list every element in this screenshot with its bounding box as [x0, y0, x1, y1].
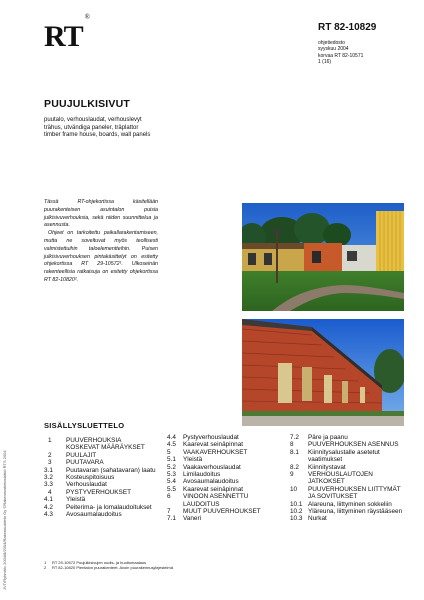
intro-paragraph: Tässä RT-ohjekortissa käsitellään puurakenteisen asuintalon puisia julkisivuverhouksia, sekä niiden suunnittelua ja asennusta. [44, 199, 158, 229]
toc-heading: SISÄLLYSLUETTELO [44, 421, 125, 430]
meta-line: 1 (16) [318, 58, 332, 65]
toc-column-2 [167, 434, 277, 523]
document-number: RT 82-10829 [318, 22, 377, 33]
toc-item: 4.1 Yleistä [44, 496, 86, 504]
toc-item: 2 PUULAJIT [48, 451, 97, 459]
toc-item: 5 VAAKAVERHOUKSET [167, 448, 248, 456]
courtyard-photo [242, 203, 404, 311]
toc-column-1 [44, 437, 156, 518]
courtyard-photo-image [242, 203, 404, 311]
toc-item: 7.1 Vaneri [167, 515, 201, 523]
toc-item: 8.2 Kiinnitystavat [290, 463, 346, 471]
intro-paragraph: Ohjeet on tarkoitettu paikallarakentamiseen, mutta ne soveltuvat myös teollisesti valmistettuihin taloelementteihin. Puisen julkisivuverhouksen pintakäsittelyt on esitetty ohjekortissa RT 29-10572¹. Ulkoseinän rakenteellisia ratkaisuja on esitetty ohjekortissa RT 82-10820². [44, 230, 158, 283]
toc-item: 5.5 Kaarevat seinäpinnat [167, 485, 244, 493]
toc-item: 5.4 Avosaumalaudoitus [167, 478, 239, 486]
toc-item: 7.2 Päre ja paanu [290, 434, 348, 441]
subtitle [44, 117, 150, 140]
subtitle-line: puutalo, verhouslaudat, verhouslevyt [44, 117, 142, 123]
toc-item: 10.3 Nurkat [290, 515, 327, 523]
meta-line: syyskuu 2004 [318, 46, 349, 53]
toc-item: 3.1 Puutavaran (sahatavaran) laatu [44, 466, 156, 474]
toc-item: 4.5 Kaarevat seinäpinnat [167, 441, 244, 449]
toc-item: 8.1 Kiinnitysalustalle asetetut vaatimukset [290, 448, 380, 464]
toc-item: 4.2 Peiterima- ja lomalaudoitukset [44, 503, 152, 511]
meta-line: korvaa RT 82-10571 [318, 52, 364, 59]
toc-item: 10.1 Alareuna, liittyminen sokkeliin [290, 500, 392, 508]
side-copyright-text: JVT/Ryhmä/c 2004/8/2004/Rakennustieto Oy ©Rakennustietosäätiö RTS 2004 [2, 450, 7, 590]
toc-item: 6 VINOON ASENNETTU LAUDOITUS [167, 493, 249, 508]
toc-item: 3.3 Verhouslaudat [44, 481, 107, 489]
row-houses-photo [242, 319, 404, 426]
toc-item: 5.1 Yleistä [167, 456, 203, 464]
toc-item: 9 VERHOUSLAUTOJEN JATKOKSET [290, 471, 373, 486]
toc-item: 4 PYSTYVERHOUKSET [48, 488, 131, 496]
toc-item: 10 PUUVERHOUKSEN LIITTYMÄT JA SOVITUKSET [290, 485, 401, 501]
toc-item: 4.4 Pystyverhouslaudat [167, 434, 239, 441]
rt-logo: RT® [44, 13, 89, 53]
intro-text [44, 199, 158, 285]
toc-item: 10.2 Yläreuna, liittyminen räystääseen [290, 508, 403, 516]
toc-item: 5.3 Limilaudoitus [167, 471, 221, 479]
footnote: 2 RT 82-10820 Pientalon puurakenteet. Avoin puurakennusjärjestelmä [44, 565, 173, 571]
toc-item: 5.2 Vaakaverhouslaudat [167, 463, 241, 471]
subtitle-line: timber frame house, boards, wall panels [44, 132, 151, 139]
document-meta [318, 40, 363, 65]
toc-column-3 [290, 434, 404, 523]
row-houses-photo-image [242, 319, 404, 426]
meta-line: ohjetiedosto [318, 40, 345, 46]
footnote: 1 RT 29-10572 Puujulkisivujen uudis- ja huoltomaalaus [44, 560, 147, 565]
toc-item: 7 MUUT PUUVERHOUKSET [167, 508, 261, 516]
toc-item: 8 PUUVERHOUKSEN ASENNUS [290, 441, 399, 449]
toc-item: 4.3 Avosaumalaudoitus [44, 511, 122, 519]
footnotes [44, 560, 173, 570]
toc-item: 3.2 Kosteuspitoisuus [44, 474, 115, 482]
toc-item: 1 PUUVERHOUKSIA KOSKEVAT MÄÄRÄYKSET [48, 437, 145, 452]
toc-item: 3 PUUTAVARA [48, 459, 104, 467]
page-title: PUUJULKISIVUT [44, 98, 131, 110]
subtitle-line: trähus, utvändiga paneler, träplattor [44, 124, 139, 131]
